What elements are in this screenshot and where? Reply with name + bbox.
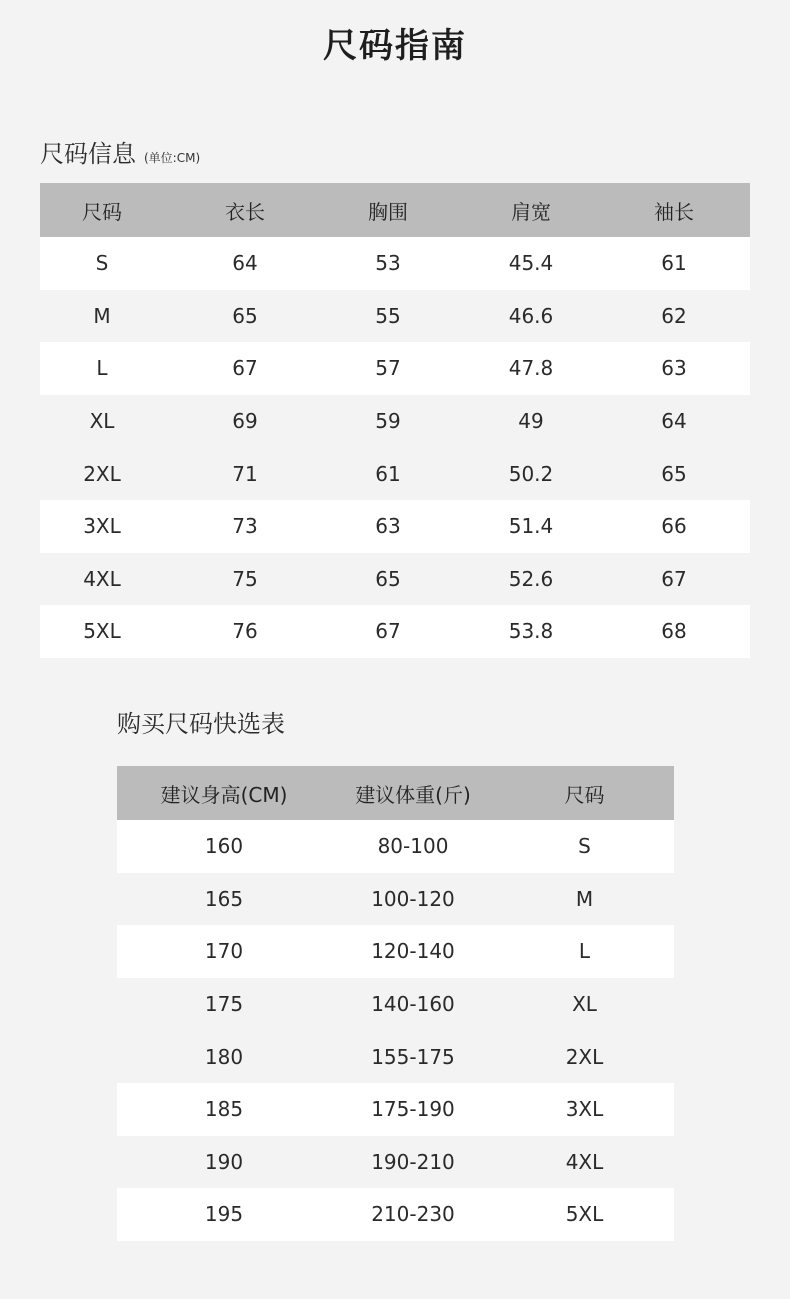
table-cell: 47.8 <box>508 356 554 381</box>
table-cell: 100-120 <box>371 886 455 911</box>
table-cell: 50.2 <box>508 461 554 486</box>
table-cell: 195 <box>204 1202 244 1227</box>
table-cell: 190 <box>204 1149 244 1174</box>
table-row <box>40 500 750 553</box>
table-row <box>40 553 750 606</box>
table-cell: 75 <box>232 566 258 591</box>
table-cell: 68 <box>661 619 687 644</box>
table-cell: M <box>93 303 111 328</box>
table-row <box>117 873 674 926</box>
table-cell: 180 <box>204 1044 244 1069</box>
table-cell: 120-140 <box>371 939 455 964</box>
table-cell: 185 <box>204 1097 244 1122</box>
table-cell: 2XL <box>565 1044 604 1069</box>
table-cell: L <box>578 939 591 964</box>
table-cell: 190-210 <box>371 1149 455 1174</box>
header-cell: 建议身高(CM) <box>160 782 288 807</box>
table-cell: 65 <box>661 461 687 486</box>
header-cell: 肩宽 <box>511 199 551 224</box>
table-cell: 3XL <box>83 514 121 539</box>
quick-select-header-row <box>117 766 674 820</box>
table-cell: 175-190 <box>371 1097 455 1122</box>
table-cell: 51.4 <box>508 514 554 539</box>
size-info-unit: (单位:CM) <box>144 151 201 165</box>
table-cell: 55 <box>375 303 401 328</box>
table-cell: 45.4 <box>508 251 554 276</box>
table-cell: 65 <box>232 303 258 328</box>
table-cell: 76 <box>232 619 258 644</box>
table-row <box>40 237 750 290</box>
table-cell: 61 <box>375 461 401 486</box>
table-cell: 170 <box>204 939 244 964</box>
table-cell: 67 <box>232 356 258 381</box>
table-cell: 80-100 <box>377 834 449 859</box>
table-cell: 140-160 <box>371 992 455 1017</box>
header-cell: 建议体重(斤) <box>355 782 471 807</box>
table-row <box>40 342 750 395</box>
quick-select-table <box>117 766 674 1241</box>
table-cell: 57 <box>375 356 401 381</box>
table-row <box>117 925 674 978</box>
page-title: 尺码指南 <box>323 26 467 66</box>
header-cell: 尺码 <box>82 199 122 224</box>
table-cell: 5XL <box>83 619 121 644</box>
table-cell: 3XL <box>565 1097 604 1122</box>
table-cell: S <box>578 834 591 859</box>
header-cell: 袖长 <box>654 199 694 224</box>
table-cell: 64 <box>661 409 687 434</box>
table-row <box>117 978 674 1031</box>
table-cell: 63 <box>661 356 687 381</box>
table-cell: 5XL <box>565 1202 604 1227</box>
table-cell: 59 <box>375 409 401 434</box>
header-cell: 衣长 <box>225 199 265 224</box>
size-info-heading <box>40 134 200 169</box>
size-info-title: 尺码信息 <box>40 140 136 168</box>
table-row <box>40 447 750 500</box>
header-cell: 尺码 <box>564 782 605 807</box>
table-cell: 73 <box>232 514 258 539</box>
table-cell: 69 <box>232 409 258 434</box>
table-cell: 63 <box>375 514 401 539</box>
table-cell: 4XL <box>83 566 121 591</box>
table-cell: 61 <box>661 251 687 276</box>
table-cell: 71 <box>232 461 258 486</box>
table-row <box>117 1188 674 1241</box>
table-cell: 2XL <box>83 461 121 486</box>
quick-select-heading: 购买尺码快选表 <box>117 710 285 738</box>
table-cell: 49 <box>518 409 544 434</box>
table-cell: 210-230 <box>371 1202 455 1227</box>
table-cell: 165 <box>204 886 244 911</box>
table-cell: 67 <box>375 619 401 644</box>
table-cell: S <box>95 251 109 276</box>
table-row <box>40 395 750 448</box>
table-row <box>40 290 750 343</box>
table-cell: 175 <box>204 992 244 1017</box>
table-cell: 53.8 <box>508 619 554 644</box>
table-cell: XL <box>572 992 597 1017</box>
size-info-table <box>40 183 750 658</box>
table-cell: 4XL <box>565 1149 604 1174</box>
table-row <box>40 605 750 658</box>
table-cell: L <box>96 356 108 381</box>
table-row <box>117 1083 674 1136</box>
table-cell: 46.6 <box>508 303 554 328</box>
table-cell: XL <box>89 409 115 434</box>
table-cell: 155-175 <box>371 1044 455 1069</box>
table-cell: 66 <box>661 514 687 539</box>
table-row <box>117 1030 674 1083</box>
header-cell: 胸围 <box>368 199 408 224</box>
size-info-header-row <box>40 183 750 237</box>
table-cell: 67 <box>661 566 687 591</box>
table-cell: 65 <box>375 566 401 591</box>
table-cell: M <box>575 886 594 911</box>
table-cell: 64 <box>232 251 258 276</box>
table-cell: 53 <box>375 251 401 276</box>
table-cell: 62 <box>661 303 687 328</box>
table-row <box>117 820 674 873</box>
table-cell: 160 <box>204 834 244 859</box>
table-cell: 52.6 <box>508 566 554 591</box>
table-row <box>117 1136 674 1189</box>
